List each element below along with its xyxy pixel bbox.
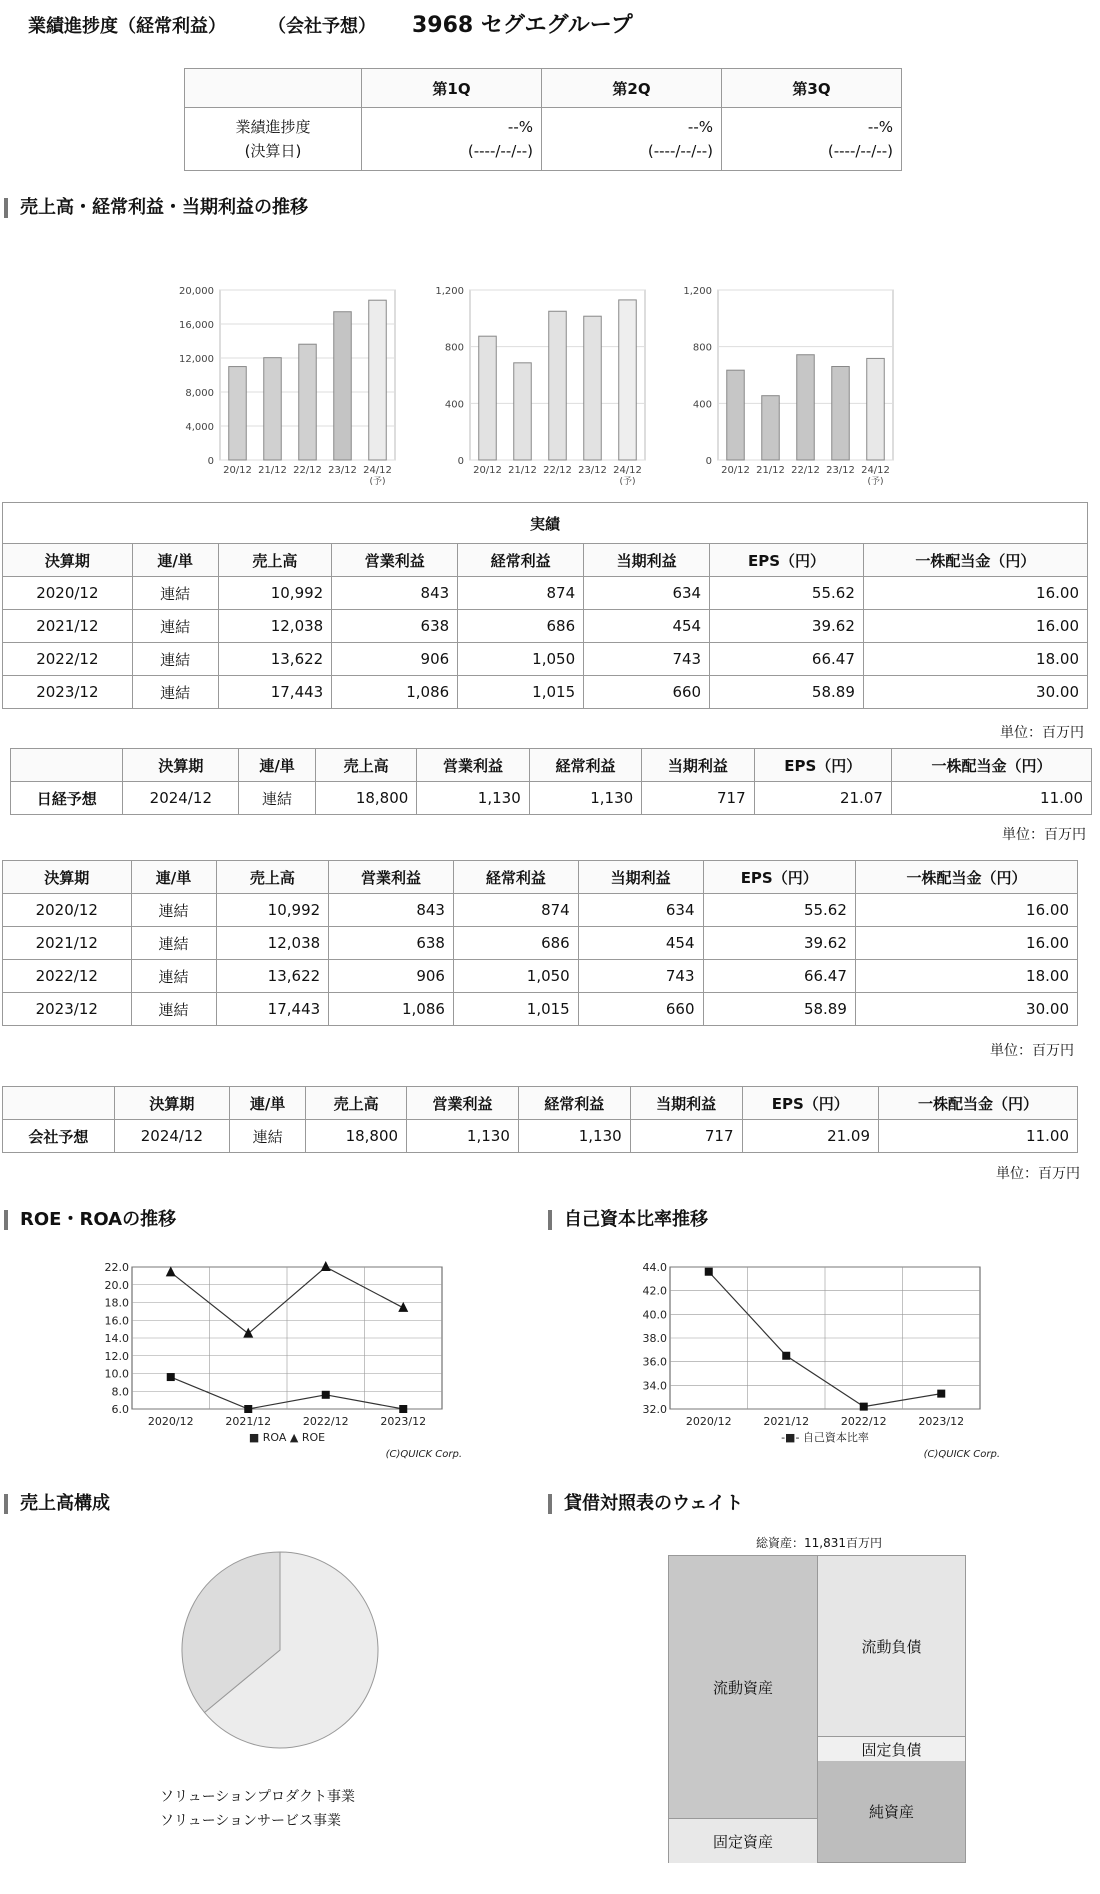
column-header: 売上高 [218,544,332,577]
table-row [3,894,1078,927]
table-cell: 18,800 [315,782,416,815]
bs-fixed-assets [669,1818,818,1863]
table-cell: 18.00 [863,643,1087,676]
column-header: 当期利益 [630,1087,742,1120]
y-tick-label: 800 [444,342,464,354]
y-tick-label: 34.0 [642,1379,667,1393]
column-header: 一株配当金（円） [891,749,1091,782]
column-header: 決算期 [114,1087,229,1120]
chart-credit: (C)QUICK Corp. [923,1449,1000,1460]
y-tick-label: 1,200 [435,286,464,297]
column-header: 連/単 [131,861,216,894]
table-cell: 2022/12 [3,643,133,676]
table-cell: 66.47 [710,643,864,676]
y-tick-label: 16,000 [179,320,214,331]
table-cell: 16.00 [855,894,1077,927]
table-cell: 1,130 [518,1120,630,1153]
table-cell: 連結 [132,676,218,709]
y-tick-label: 0 [457,456,464,467]
table-cell: 16.00 [855,927,1077,960]
section-title-trend: 売上高・経常利益・当期利益の推移 [4,198,308,218]
x-tick-label: 2023/12 [380,1415,427,1428]
x-tick-label: 2022/12 [302,1415,349,1428]
progress-cell [722,108,902,171]
bar [369,300,387,460]
bar-chart-ordinary [420,275,655,489]
table-cell: 17,443 [216,993,329,1026]
column-header: 決算期 [3,861,132,894]
x-tick-label: 24/12 [363,465,392,476]
x-tick-label: 21/12 [258,465,287,476]
data-point [937,1390,945,1398]
table-cell: 2024/12 [114,1120,229,1153]
data-point [321,1261,331,1271]
table-cell: 874 [458,577,584,610]
line-chart-equity [628,1255,1008,1469]
x-tick-label: 2021/12 [763,1415,810,1428]
column-header: EPS（円） [710,544,864,577]
table-cell: 12,038 [218,610,332,643]
table-cell: 2023/12 [3,993,132,1026]
table-cell: 638 [329,927,454,960]
table-cell: 39.62 [710,610,864,643]
table-cell: 21.07 [754,782,891,815]
table-cell: 906 [332,643,458,676]
unit-label: 単位：百万円 [990,1043,1074,1059]
quarter-header: 第3Q [722,69,902,108]
column-header: 連/単 [239,749,316,782]
progress-cell [542,108,722,171]
table-cell: 21.09 [742,1120,879,1153]
column-header: EPS（円） [742,1087,879,1120]
column-header [11,749,123,782]
forecast-note: (予) [867,477,884,485]
table-cell: 連結 [132,643,218,676]
progress-corner [185,69,362,108]
column-header: EPS（円） [754,749,891,782]
progress-pct: --% [507,118,533,136]
table-cell: 634 [578,894,703,927]
y-tick-label: 40.0 [642,1308,667,1322]
bar [727,370,745,460]
progress-label: 業績進捗度 [235,118,311,136]
table-cell: 会社予想 [3,1120,115,1153]
bs-current-assets-label: 流動資産 [712,1678,773,1697]
progress-date: (----/--/--) [647,142,713,160]
table-cell: 55.62 [703,894,855,927]
table-cell: 686 [453,927,578,960]
bar [832,367,850,461]
table-cell: 30.00 [855,993,1077,1026]
progress-cell [362,108,542,171]
y-tick-label: 0 [207,456,214,467]
table-cell: 16.00 [863,577,1087,610]
bs-fixed-liab-label: 固定負債 [861,1740,922,1759]
y-tick-label: 36.0 [642,1355,667,1369]
table-cell: 843 [329,894,454,927]
table-cell: 1,015 [453,993,578,1026]
y-tick-label: 44.0 [642,1261,667,1274]
table-cell: 連結 [229,1120,305,1153]
bar [334,312,352,460]
total-assets: 総資産：11,831百万円 [756,1536,882,1550]
unit-label: 単位：百万円 [996,1166,1080,1182]
table-row [3,993,1078,1026]
x-tick-label: 24/12 [861,465,890,476]
table-cell: 454 [578,927,703,960]
bar [762,396,780,460]
column-header: 決算期 [3,544,133,577]
column-header: 一株配当金（円） [863,544,1087,577]
table-row [11,782,1092,815]
table-cell: 1,130 [407,1120,519,1153]
x-tick-label: 24/12 [613,465,642,476]
column-header: 当期利益 [642,749,754,782]
bar [264,358,282,460]
table-row [3,960,1078,993]
table-row [3,927,1078,960]
x-tick-label: 2022/12 [840,1415,887,1428]
pie-label: ソリューションプロダクト事業 [160,1789,356,1805]
column-header: 経常利益 [529,749,641,782]
table-cell: 1,130 [417,782,529,815]
column-header: 売上高 [315,749,416,782]
company-name: 3968 セグエグループ [412,13,633,38]
table-cell: 638 [332,610,458,643]
y-tick-label: 38.0 [642,1332,667,1345]
y-tick-label: 400 [444,399,464,411]
table-cell: 連結 [131,927,216,960]
y-tick-label: 32.0 [642,1403,667,1416]
forecast-note: (予) [619,477,636,485]
chart-legend: -■- 自己資本比率 [781,1431,869,1444]
x-tick-label: 22/12 [791,465,820,476]
table-cell: 11.00 [879,1120,1078,1153]
actual-caption: 実績 [3,503,1088,544]
column-header: 営業利益 [417,749,529,782]
table-cell: 2020/12 [3,577,133,610]
column-header: 売上高 [306,1087,407,1120]
table-cell: 連結 [131,993,216,1026]
table-cell: 連結 [131,894,216,927]
bar-chart-sales [170,275,405,489]
table-cell: 58.89 [710,676,864,709]
y-tick-label: 16.0 [104,1314,129,1328]
actual-table-2 [2,860,1078,1026]
forecast-note: (予) [369,477,386,485]
table-cell: 66.47 [703,960,855,993]
bar-chart-net [668,275,903,489]
column-header: 経常利益 [458,544,584,577]
data-point [167,1373,175,1381]
x-tick-label: 2021/12 [225,1415,272,1428]
x-tick-label: 23/12 [328,465,357,476]
column-header: 一株配当金（円） [855,861,1077,894]
table-cell: 18,800 [306,1120,407,1153]
data-point [860,1403,868,1411]
table-cell: 1,086 [329,993,454,1026]
bar [514,363,532,460]
table-cell: 2024/12 [123,782,239,815]
section-title-bs: 貸借対照表のウェイト [548,1494,743,1514]
bs-fixed-liab [818,1736,965,1762]
table-cell: 17,443 [218,676,332,709]
bs-fixed-assets-label: 固定資産 [712,1832,773,1851]
company-forecast-table [2,1086,1078,1153]
progress-pct: --% [687,118,713,136]
nikkei-forecast-table [10,748,1092,815]
table-cell: 日経予想 [11,782,123,815]
section-title-equity: 自己資本比率推移 [548,1210,708,1230]
column-header: 連/単 [229,1087,305,1120]
unit-label: 単位：百万円 [1000,725,1084,741]
bar [584,316,602,460]
y-tick-label: 400 [692,399,712,411]
y-tick-label: 20.0 [104,1278,129,1292]
table-cell: 686 [458,610,584,643]
table-cell: 2021/12 [3,610,133,643]
x-tick-label: 22/12 [543,465,572,476]
page-title: 業績進捗度（経常利益） [28,16,226,37]
table-cell: 11.00 [891,782,1091,815]
table-cell: 13,622 [218,643,332,676]
y-tick-label: 18.0 [104,1296,129,1310]
table-cell: 1,130 [529,782,641,815]
column-header: 営業利益 [407,1087,519,1120]
column-header: 営業利益 [332,544,458,577]
table-cell: 2021/12 [3,927,132,960]
quarter-header: 第1Q [362,69,542,108]
x-tick-label: 21/12 [508,465,537,476]
table-cell: 58.89 [703,993,855,1026]
pie-chart-sales [170,1540,390,1764]
table-cell: 16.00 [863,610,1087,643]
y-tick-label: 8.0 [111,1385,129,1399]
table-cell: 1,086 [332,676,458,709]
table-cell: 1,050 [453,960,578,993]
unit-label: 単位：百万円 [1002,827,1086,843]
column-header: EPS（円） [703,861,855,894]
table-cell: 454 [584,610,710,643]
column-header: 一株配当金（円） [879,1087,1078,1120]
chart-credit: (C)QUICK Corp. [385,1449,462,1460]
table-cell: 2020/12 [3,894,132,927]
table-cell: 660 [584,676,710,709]
table-cell: 906 [329,960,454,993]
pie-label: ソリューションサービス事業 [160,1813,342,1829]
y-tick-label: 800 [692,342,712,354]
table-cell: 634 [584,577,710,610]
x-tick-label: 23/12 [826,465,855,476]
x-tick-label: 22/12 [293,465,322,476]
column-header [3,1087,115,1120]
table-cell: 連結 [132,577,218,610]
bar [549,311,567,460]
section-title-sales-comp: 売上高構成 [4,1494,110,1514]
data-point [399,1405,407,1413]
bar [797,355,815,460]
x-tick-label: 20/12 [223,465,252,476]
table-cell: 55.62 [710,577,864,610]
table-cell: 717 [630,1120,742,1153]
progress-date-label: (決算日) [244,142,302,160]
progress-pct: --% [867,118,893,136]
table-cell: 660 [578,993,703,1026]
table-cell: 743 [584,643,710,676]
bar [229,367,247,460]
bs-current-liab-label: 流動負債 [861,1637,922,1656]
chart-legend: ■ ROA ▲ ROE [248,1431,326,1444]
table-cell: 連結 [132,610,218,643]
bs-chart [668,1555,966,1863]
y-tick-label: 4,000 [185,422,214,433]
table-cell: 743 [578,960,703,993]
table-cell: 1,015 [458,676,584,709]
table-row [3,643,1088,676]
table-cell: 39.62 [703,927,855,960]
section-title-roe: ROE・ROAの推移 [4,1210,176,1230]
column-header: 営業利益 [329,861,454,894]
progress-table [184,68,902,171]
x-tick-label: 2020/12 [147,1415,194,1428]
table-row [3,577,1088,610]
column-header: 経常利益 [518,1087,630,1120]
bs-current-assets [669,1556,818,1818]
y-tick-label: 8,000 [185,388,214,399]
table-cell: 連結 [239,782,316,815]
progress-date: (----/--/--) [467,142,533,160]
column-header: 売上高 [216,861,329,894]
table-cell: 10,992 [216,894,329,927]
y-tick-label: 0 [705,456,712,467]
actual-table [2,502,1088,709]
x-tick-label: 20/12 [721,465,750,476]
bar [479,336,497,460]
table-row [3,676,1088,709]
column-header: 当期利益 [578,861,703,894]
table-cell: 30.00 [863,676,1087,709]
progress-date: (----/--/--) [827,142,893,160]
y-tick-label: 22.0 [104,1261,129,1274]
bar [299,344,317,460]
table-cell: 843 [332,577,458,610]
y-tick-label: 1,200 [683,286,712,297]
forecast-type: （会社予想） [268,16,376,37]
y-tick-label: 42.0 [642,1284,667,1298]
table-cell: 2023/12 [3,676,133,709]
bar [619,300,637,460]
bs-current-liab [818,1556,965,1736]
table-cell: 連結 [131,960,216,993]
quarter-header: 第2Q [542,69,722,108]
table-cell: 13,622 [216,960,329,993]
y-tick-label: 6.0 [111,1403,129,1416]
data-point [705,1268,713,1276]
table-cell: 717 [642,782,754,815]
table-cell: 874 [453,894,578,927]
x-tick-label: 21/12 [756,465,785,476]
line-chart-roe-roa [90,1255,470,1469]
y-tick-label: 12,000 [179,354,214,365]
x-tick-label: 2020/12 [685,1415,732,1428]
y-tick-label: 10.0 [104,1367,129,1381]
column-header: 経常利益 [453,861,578,894]
y-tick-label: 14.0 [104,1332,129,1345]
bs-net-assets-label: 純資産 [868,1803,914,1821]
bs-net-assets [818,1761,965,1862]
x-tick-label: 23/12 [578,465,607,476]
column-header: 当期利益 [584,544,710,577]
y-tick-label: 20,000 [179,286,214,297]
x-tick-label: 20/12 [473,465,502,476]
column-header: 連/単 [132,544,218,577]
table-cell: 2022/12 [3,960,132,993]
data-point [322,1391,330,1399]
table-cell: 1,050 [458,643,584,676]
column-header: 決算期 [123,749,239,782]
x-tick-label: 2023/12 [918,1415,965,1428]
data-point [244,1405,252,1413]
table-cell: 12,038 [216,927,329,960]
bar [867,358,885,460]
progress-row-label [185,108,362,171]
y-tick-label: 12.0 [104,1349,129,1363]
table-row [3,1120,1078,1153]
table-row [3,610,1088,643]
table-cell: 18.00 [855,960,1077,993]
table-cell: 10,992 [218,577,332,610]
data-point [782,1352,790,1360]
